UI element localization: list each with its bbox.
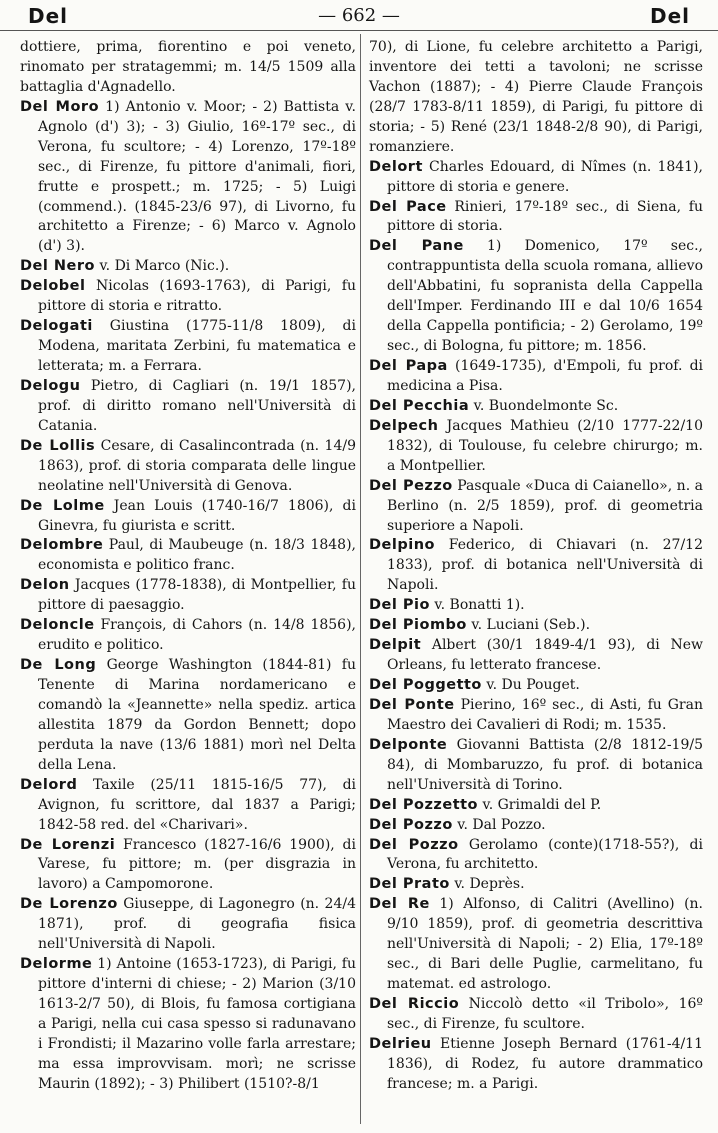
dictionary-entry <box>20 776 356 836</box>
dictionary-entry <box>20 98 356 258</box>
entry-headword: Del Pane <box>369 238 464 255</box>
entry-text: Taxile (25/11 1815-16/5 77), di Avignon, fu scrittore, dal 1837 a Parigi; 1842-58 red. del «Charivari». <box>38 776 357 833</box>
dictionary-entry <box>20 277 356 317</box>
entry-headword: De Lorenzo <box>20 896 118 913</box>
entry-headword: Delogati <box>20 318 93 335</box>
dictionary-entry <box>369 536 703 596</box>
dictionary-entry <box>369 158 703 198</box>
entry-text: Etienne Joseph Bernard (1761-4/11 1836), di Rodez, fu autore drammatico francese; m. a Parigi. <box>387 1035 704 1092</box>
entry-text: 1) Antoine (1653-1723), di Parigi, fu pittore d'interni di chiese; - 2) Marion (3/10 1613-2/7 50), di Blois, fu famosa cortigiana a Parigi, nella cui casa spesso si radunavano i Frondisti; il Mazarino volle farla arrestare; ma essa improvvisam. morì; ne scrisse Maurin (1892); - 3) Philibert (1510?-8/1 <box>38 956 356 1092</box>
entry-text: v. Dal Pozzo. <box>457 816 546 833</box>
dictionary-entry <box>369 995 703 1035</box>
dictionary-entry <box>369 417 703 477</box>
entry-headword: Delponte <box>369 736 448 753</box>
entry-headword: Del Prato <box>369 876 450 893</box>
entry-headword: Del Pozzetto <box>369 796 479 813</box>
entry-text: 1) Domenico, 17º sec., contrappuntista della scuola romana, allievo dell'Abbatini, fu sopranista della Cappella dell'Imper. Ferdinando III e dal 10/6 1654 della Cappella pontificia; - 2) Gerolamo, 19º sec., di Bologna, fu pittore; m. 1856. <box>387 238 703 355</box>
entry-text: Giuseppe, di Lagonegro (n. 24/4 1871), prof. di geografia fisica nell'Università di Napoli. <box>38 896 356 953</box>
entry-headword: Delogu <box>20 377 81 394</box>
dictionary-entry <box>369 816 703 836</box>
entry-text: Paul, di Maubeuge (n. 18/3 1848), economista e politico franc. <box>38 537 356 574</box>
entry-headword: Del Poggetto <box>369 677 482 693</box>
entry-continuation <box>20 38 356 98</box>
entry-text: Pasquale «Duca di Caianello», n. a Berlino (n. 2/5 1859), prof. di geometria superiore a Napoli. <box>387 477 703 534</box>
entry-text: v. Di Marco (Nic.). <box>99 258 230 275</box>
page-header <box>0 2 718 31</box>
entry-text: François, di Cahors (n. 14/8 1856), erudito e politico. <box>38 617 356 654</box>
dictionary-entry <box>20 955 356 1095</box>
entry-text: Federico, di Chiavari (n. 27/12 1833), prof. di botanica nell'Università di Napoli. <box>387 537 703 594</box>
dictionary-entry <box>369 836 703 876</box>
dictionary-entry <box>369 596 703 616</box>
entry-headword: Del Ponte <box>369 696 455 713</box>
entry-text: 70), di Lione, fu celebre architetto a Parigi, inventore dei tetti a tavoloni; ne scrisse Vachon (1887); - 4) Pierre Claude François (28/7 1783-8/11 1859), di Parigi, fu pittore di storia; - 5) René (23/1 1848-2/8 90), di Parigi, romanziere. <box>369 39 703 155</box>
entry-text: dottiere, prima, fiorentino e poi veneto, rinomato per stratagemmi; m. 14/5 1509 alla battaglia d'Agnadello. <box>20 39 356 95</box>
left-column <box>20 38 356 1095</box>
dictionary-entry <box>20 836 356 896</box>
header-right-word: Del <box>649 4 690 28</box>
entry-text: George Washington (1844-81) fu Tenente di Marina nordamericano e comandò la «Jeannette» nella spediz. artica allestita 1879 da Gordon Bennett; dopo perduta la nave (13/6 1881) morì nel Delta della Lena. <box>38 657 357 773</box>
entry-text: 1) Alfonso, di Calitri (Avellino) (n. 9/10 1859), prof. di geometria descrittiva nell'Università di Napoli; - 2) Elia, 17º-18º sec., di Bari delle Puglie, carmelitano, fu matemat. ed astrologo. <box>387 896 704 993</box>
dictionary-entry <box>20 437 356 497</box>
dictionary-entry <box>369 397 703 417</box>
entry-headword: Del Piombo <box>369 617 467 634</box>
entry-text: v. Deprès. <box>454 876 525 893</box>
dictionary-entry <box>369 237 703 357</box>
entry-headword: De Long <box>20 657 97 674</box>
entry-text: Giustina (1775-11/8 1809), di Modena, maritata Zerbini, fu matematica e letterata; m. a Ferrara. <box>38 318 356 374</box>
entry-text: Albert (30/1 1849-4/1 93), di New Orleans, fu letterato francese. <box>387 637 703 674</box>
entry-text: Francesco (1827-16/6 1900), di Varese, fu pittore; m. (per disgrazia in lavoro) a Campomorone. <box>38 836 356 893</box>
entry-headword: Delpino <box>369 537 435 554</box>
entry-headword: Del Pio <box>369 597 430 614</box>
entry-headword: De Lorenzi <box>20 836 116 853</box>
dictionary-entry <box>20 576 356 616</box>
entry-text: v. Buondelmonte Sc. <box>473 397 619 414</box>
entry-headword: Del Re <box>369 896 430 913</box>
entry-text: Cesare, di Casalincontrada (n. 14/9 1863), prof. di storia comparata delle lingue neolatine nell'Università di Genova. <box>38 437 356 494</box>
entry-text: Gerolamo (conte)(1718-55?), di Verona, fu architetto. <box>387 836 703 873</box>
entry-text: Jacques (1778-1838), di Montpellier, fu pittore di paesaggio. <box>38 577 356 614</box>
dictionary-entry <box>369 616 703 636</box>
dictionary-entry <box>20 616 356 656</box>
dictionary-entry <box>369 477 703 537</box>
entry-headword: Delpech <box>369 417 439 434</box>
dictionary-entry <box>369 895 703 995</box>
dictionary-entry <box>20 317 356 377</box>
entry-headword: Delort <box>369 158 423 175</box>
entry-text: Rinieri, 17º-18º sec., di Siena, fu pittore di storia. <box>387 198 703 235</box>
dictionary-entry <box>369 796 703 816</box>
entry-text: v. Grimaldi del P. <box>482 796 602 813</box>
dictionary-entry <box>369 736 703 796</box>
dictionary-entry <box>20 257 356 277</box>
entry-headword: Delombre <box>20 537 104 554</box>
right-column <box>369 38 703 1095</box>
entry-text: Jacques Mathieu (2/10 1777-22/10 1832), di Toulouse, fu celebre chirurgo; m. a Montpellier. <box>387 417 703 474</box>
dictionary-entry <box>369 1035 703 1095</box>
dictionary-entry <box>369 676 703 696</box>
dictionary-entry <box>369 696 703 736</box>
entry-continuation <box>369 38 703 158</box>
entry-headword: Del Nero <box>20 258 95 275</box>
dictionary-entry <box>369 636 703 676</box>
dictionary-entry <box>369 198 703 238</box>
entry-headword: Del Pozzo <box>369 816 453 833</box>
dictionary-entry <box>20 536 356 576</box>
entry-headword: Del Pozzo <box>369 836 459 853</box>
entry-headword: Delord <box>20 776 78 793</box>
dictionary-entry <box>369 875 703 895</box>
entry-headword: Del Pezzo <box>369 477 453 494</box>
entry-headword: Delrieu <box>369 1035 432 1052</box>
entry-headword: Delorme <box>20 956 93 973</box>
dictionary-entry <box>369 357 703 397</box>
entry-text: Niccolò detto «il Tribolo», 16º sec., di Firenze, fu scultore. <box>387 996 703 1032</box>
column-divider <box>360 34 361 1124</box>
entry-headword: Delpit <box>369 637 422 654</box>
entry-headword: Delobel <box>20 278 86 295</box>
entry-headword: Del Moro <box>20 98 100 115</box>
entry-text: v. Luciani (Seb.). <box>471 617 591 634</box>
entry-text: v. Bonatti 1). <box>434 597 525 614</box>
entry-text: Charles Edouard, di Nîmes (n. 1841), pittore di storia e genere. <box>387 158 703 195</box>
entry-headword: Del Pecchia <box>369 397 470 414</box>
dictionary-entry <box>20 377 356 437</box>
entry-headword: Del Papa <box>369 358 448 374</box>
header-left-word: Del <box>28 4 69 28</box>
entry-headword: De Lollis <box>20 437 96 454</box>
entry-headword: Delon <box>20 577 70 594</box>
entry-headword: Deloncle <box>20 617 95 634</box>
entry-text: 1) Antonio v. Moor; - 2) Battista v. Agnolo (d') 3); - 3) Giulio, 16º-17º sec., di Verona, fu scultore; - 4) Lorenzo, 17º-18º sec., di Firenze, fu pittore d'animali, fiori, frutte e prospett.; m. 1725; - 5) Luigi (commend.). (1845-23/6 97), di Livorno, fu architetto a Firenze; - 6) Marco v. Agnolo (d') 3). <box>38 98 356 255</box>
entry-text: v. Du Pouget. <box>486 677 580 693</box>
entry-headword: Del Riccio <box>369 996 460 1012</box>
entry-text: Giovanni Battista (2/8 1812-19/5 84), di Mombaruzzo, fu prof. di botanica nell'Università di Torino. <box>387 736 703 793</box>
entry-text: Pietro, di Cagliari (n. 19/1 1857), prof. di diritto romano nell'Università di Catania. <box>38 377 356 434</box>
dictionary-entry <box>20 656 356 776</box>
entry-headword: Del Pace <box>369 198 447 215</box>
page-number: — 662 — <box>318 5 400 26</box>
entry-text: Nicolas (1693-1763), di Parigi, fu pittore di storia e ritratto. <box>38 278 356 315</box>
dictionary-entry <box>20 895 356 955</box>
entry-headword: De Lolme <box>20 497 105 514</box>
entry-text: Jean Louis (1740-16/7 1806), di Ginevra, fu giurista e scritt. <box>38 497 356 534</box>
dictionary-entry <box>20 497 356 537</box>
entry-text: Pierino, 16º sec., di Asti, fu Gran Maestro dei Cavalieri di Rodi; m. 1535. <box>387 696 703 733</box>
entry-text: (1649-1735), d'Empoli, fu prof. di medicina a Pisa. <box>387 358 704 394</box>
